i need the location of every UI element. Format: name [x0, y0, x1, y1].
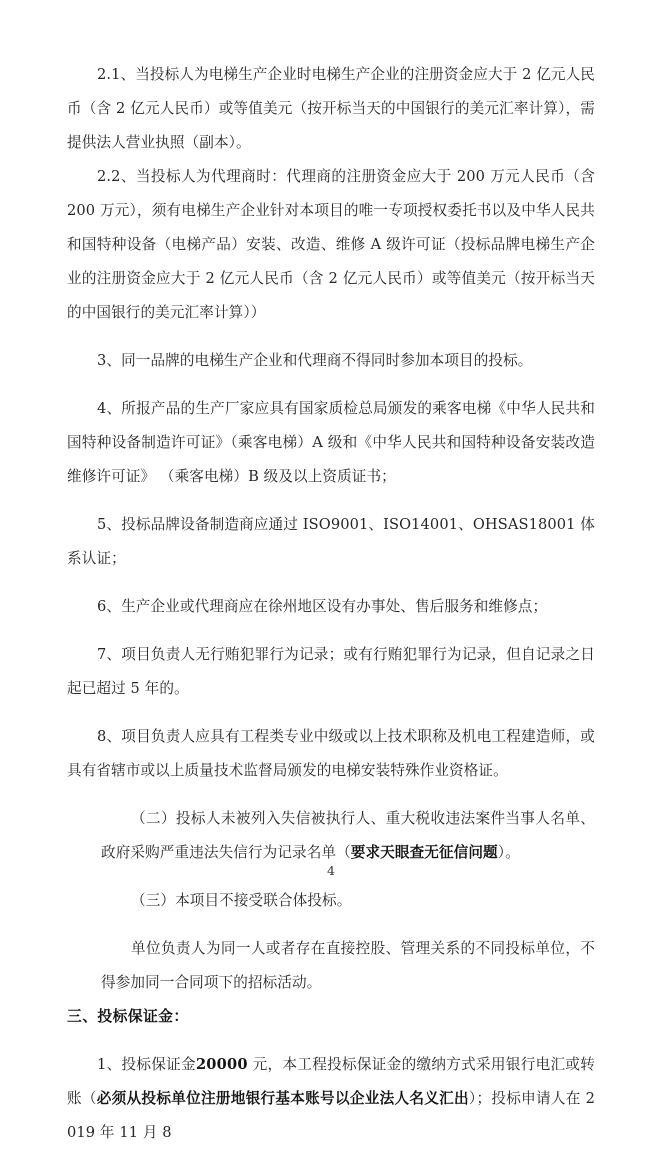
section-heading-three: 三、投标保证金： — [67, 1008, 189, 1025]
clause-two-tail: ）。 — [497, 844, 520, 861]
clause-two-lead: （二）投标人未被列入失信被执行人、重大税收违法案件当事人名单、政府采购严重违法失信行为记录名单（ — [101, 810, 595, 861]
deposit-middle: 元，本工程投标保证金的缴纳方式采用银行电汇或转账（ — [67, 1056, 595, 1107]
paragraph-section-three-item-1 — [67, 1048, 595, 1150]
page-number: 4 — [327, 863, 335, 878]
paragraph-clause-two — [101, 802, 595, 870]
deposit-lead: 1、投标保证金 — [97, 1056, 196, 1073]
paragraph-clause-three: （三）本项目不接受联合体投标。 — [131, 892, 352, 909]
deposit-amount: 20000 — [195, 1056, 248, 1073]
paragraph-unit-responsible-person: 单位负责人为同一人或者存在直接控股、管理关系的不同投标单位，不得参加同一合同项下的招标活动。 — [101, 940, 595, 991]
paragraph-item-8: 8、项目负责人应具有工程类专业中级或以上技术职称及机电工程建造师，或具有省辖市或以上质量技术监督局颁发的电梯安装特殊作业资格证。 — [67, 728, 595, 779]
paragraph-item-6: 6、生产企业或代理商应在徐州地区设有办事处、售后服务和维修点； — [97, 598, 548, 615]
paragraph-item-4: 4、所报产品的生产厂家应具有国家质检总局颁发的乘客电梯《中华人民共和国特种设备制造许可证》（乘客电梯）A 级和《中华人民共和国特种设备安装改造维修许可证》 （乘客电梯）B 级及以上资质证书； — [67, 400, 595, 485]
clause-two-emphasis: 要求天眼查无征信问题 — [350, 844, 498, 861]
document-body — [67, 58, 595, 1150]
paragraph-item-5: 5、投标品牌设备制造商应通过 ISO9001、ISO14001、OHSAS18001 体系认证； — [67, 516, 595, 567]
deposit-emphasis: 必须从投标单位注册地银行基本账号以企业法人名义汇出 — [96, 1090, 469, 1107]
paragraph-item-7: 7、项目负责人无行贿犯罪行为记录；或有行贿犯罪行为记录，但自记录之日起已超过 5 年的。 — [67, 646, 595, 697]
paragraph-item-2-1: 2.1、当投标人为电梯生产企业时电梯生产企业的注册资金应大于 2 亿元人民币（含 2 亿元人民币）或等值美元（按开标当天的中国银行的美元汇率计算），需提供法人营业执照（副本）。 — [67, 66, 595, 151]
paragraph-item-2-2: 2.2、当投标人为代理商时：代理商的注册资金应大于 200 万元人民币（含 200 万元），须有电梯生产企业针对本项目的唯一专项授权委托书以及中华人民共和国特种设备（电梯产品）安装、改造、维修 A 级许可证（投标品牌电梯生产企业的注册资金应大于 2 亿元人民币（含 2 亿元人民币）或等值美元（按开标当天的中国银行的美元汇率计算）） — [67, 168, 595, 321]
paragraph-item-3: 3、同一品牌的电梯生产企业和代理商不得同时参加本项目的投标。 — [97, 352, 533, 369]
deposit-tail: ）；投标申请人在 2019 年 11 月 8 — [67, 1090, 595, 1141]
